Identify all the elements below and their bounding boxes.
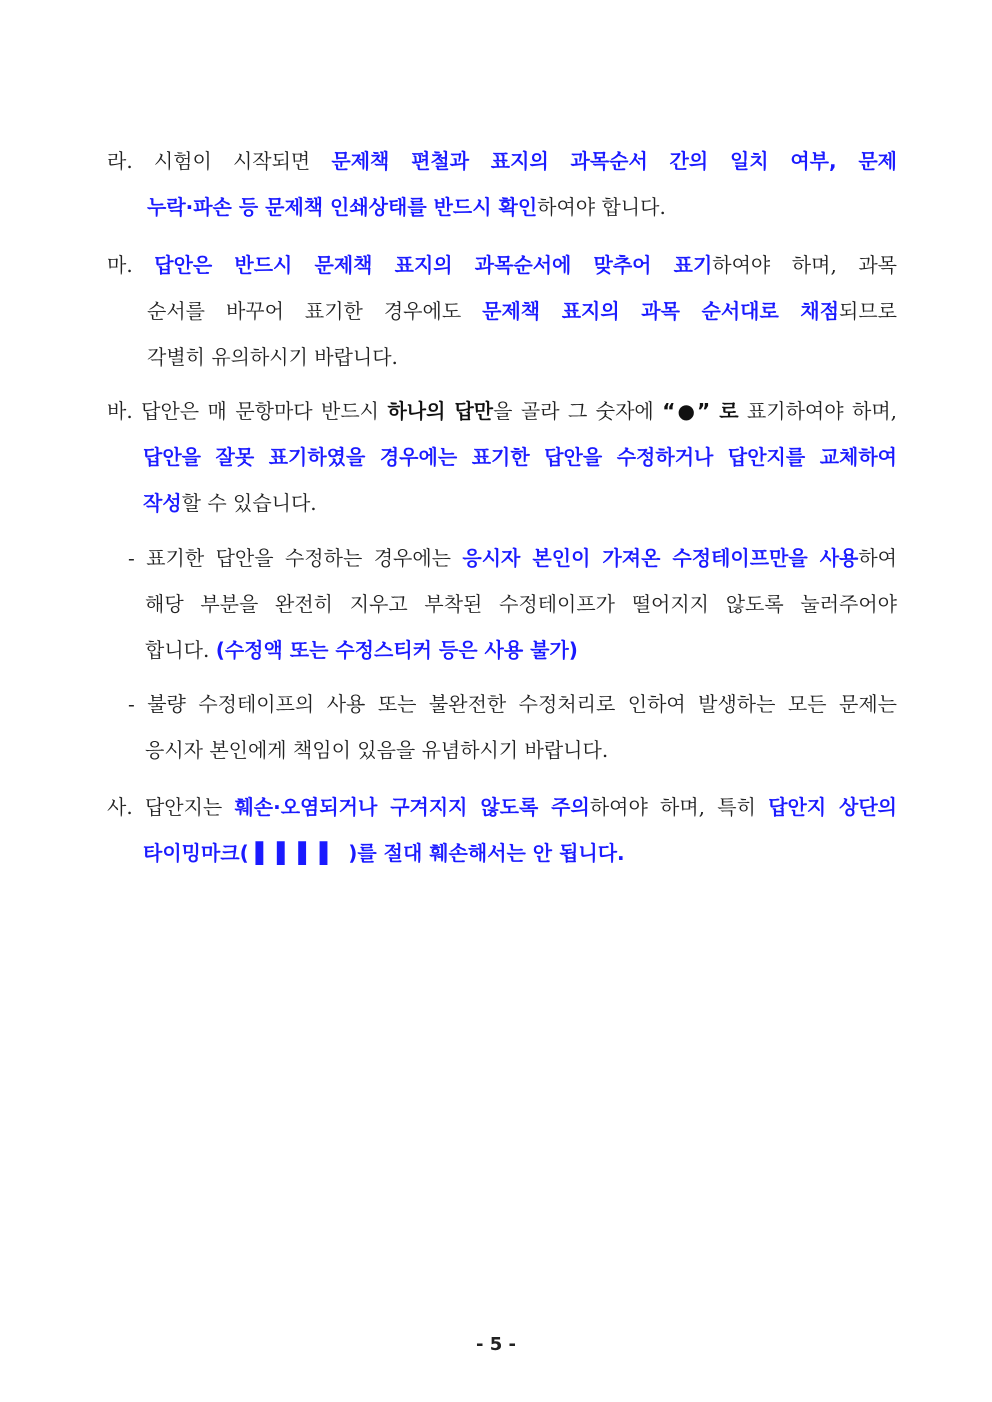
item-ma-line-2 [107, 288, 897, 334]
sub-item-responsibility [128, 681, 897, 773]
item-ba [107, 388, 897, 526]
ba-text-1: 바. 답안은 매 문항마다 반드시 [107, 399, 388, 423]
item-sa-line-1 [107, 784, 897, 830]
ba-text-2: 을 골라 그 숫자에 [493, 399, 663, 423]
ba-bold-2: “●” 로 [662, 399, 739, 423]
sub-item-correction-line-3 [128, 627, 897, 673]
ra-text-1: 라. 시험이 시작되면 [107, 149, 332, 173]
ma-highlight-1: 답안은 반드시 문제책 표지의 과목순서에 맞추어 표기 [154, 253, 713, 277]
dash1-highlight-1: 응시자 본인이 가져온 수정테이프만을 사용 [462, 546, 859, 570]
page-number: - 5 - [476, 1334, 516, 1355]
dash1-text-3: 해당 부분을 완전히 지우고 부착된 수정테이프가 떨어지지 않도록 눌러주어야 [145, 592, 897, 616]
ma-highlight-2: 문제책 표지의 과목 순서대로 채점 [482, 299, 840, 323]
sa-text-2: 하여야 하며, 특히 [589, 795, 769, 819]
dash1-text-2: 하여 [858, 546, 897, 570]
item-ma-line-1 [107, 242, 897, 288]
dash2-text-2: 응시자 본인에게 책임이 있음을 유념하시기 바랍니다. [145, 738, 609, 762]
dash1-text-4: 합니다. [145, 638, 216, 662]
item-sa-line-2 [107, 830, 897, 876]
ba-highlight-1: 답안을 잘못 표기하였을 경우에는 표기한 답안을 수정하거나 답안지를 교체하여 [143, 445, 897, 469]
item-ra-line-1 [107, 138, 897, 184]
sub-item-correction-line-1 [128, 535, 897, 581]
ra-highlight-1: 문제책 편철과 표지의 과목순서 간의 일치 여부, 문제 [331, 149, 897, 173]
dash2-text-1: - 불량 수정테이프의 사용 또는 불완전한 수정처리로 인하여 발생하는 모든 문제는 [128, 692, 897, 716]
sa-highlight-3: 타이밍마크( [143, 841, 256, 865]
ba-text-3: 표기하여야 하며, [738, 399, 898, 423]
ma-text-3: 되므로 [839, 299, 897, 323]
item-ma [107, 242, 897, 380]
ma-text-2: 순서를 바꾸어 표기한 경우에도 [147, 299, 483, 323]
dash1-highlight-2: (수정액 또는 수정스티커 등은 사용 불가) [215, 638, 578, 662]
ma-text-1: 하여야 하며, 과목 [712, 253, 897, 277]
ma-prefix: 마. [107, 253, 155, 277]
item-ba-line-2 [107, 434, 897, 480]
ba-highlight-2: 작성 [143, 491, 182, 515]
item-sa [107, 784, 897, 876]
sa-highlight-4: )를 절대 훼손해서는 안 됩니다. [341, 841, 625, 865]
sub-item-responsibility-line-1 [128, 681, 897, 727]
item-ba-line-3 [107, 480, 897, 526]
item-ma-line-3 [107, 334, 897, 380]
ra-highlight-2: 누락·파손 등 문제책 인쇄상태를 반드시 확인 [147, 195, 538, 219]
ba-bold-1: 하나의 답만 [387, 399, 494, 423]
item-ra [107, 138, 897, 230]
item-ba-line-1 [107, 388, 897, 434]
ra-text-2: 하여야 합니다. [537, 195, 666, 219]
sub-item-correction [128, 535, 897, 673]
sub-item-responsibility-line-2 [128, 727, 897, 773]
sa-text-1: 사. 답안지는 [107, 795, 235, 819]
sa-highlight-1: 훼손·오염되거나 구겨지지 않도록 주의 [234, 795, 590, 819]
sa-highlight-2: 답안지 상단의 [768, 795, 897, 819]
ma-text-4: 각별히 유의하시기 바랍니다. [147, 345, 398, 369]
sub-item-correction-line-2 [128, 581, 897, 627]
dash1-text-1: - 표기한 답안을 수정하는 경우에는 [128, 546, 463, 570]
item-ra-line-2 [107, 184, 897, 230]
timing-mark-icon: ▌▌▌▌ [255, 841, 342, 865]
ba-text-4: 할 수 있습니다. [181, 491, 317, 515]
